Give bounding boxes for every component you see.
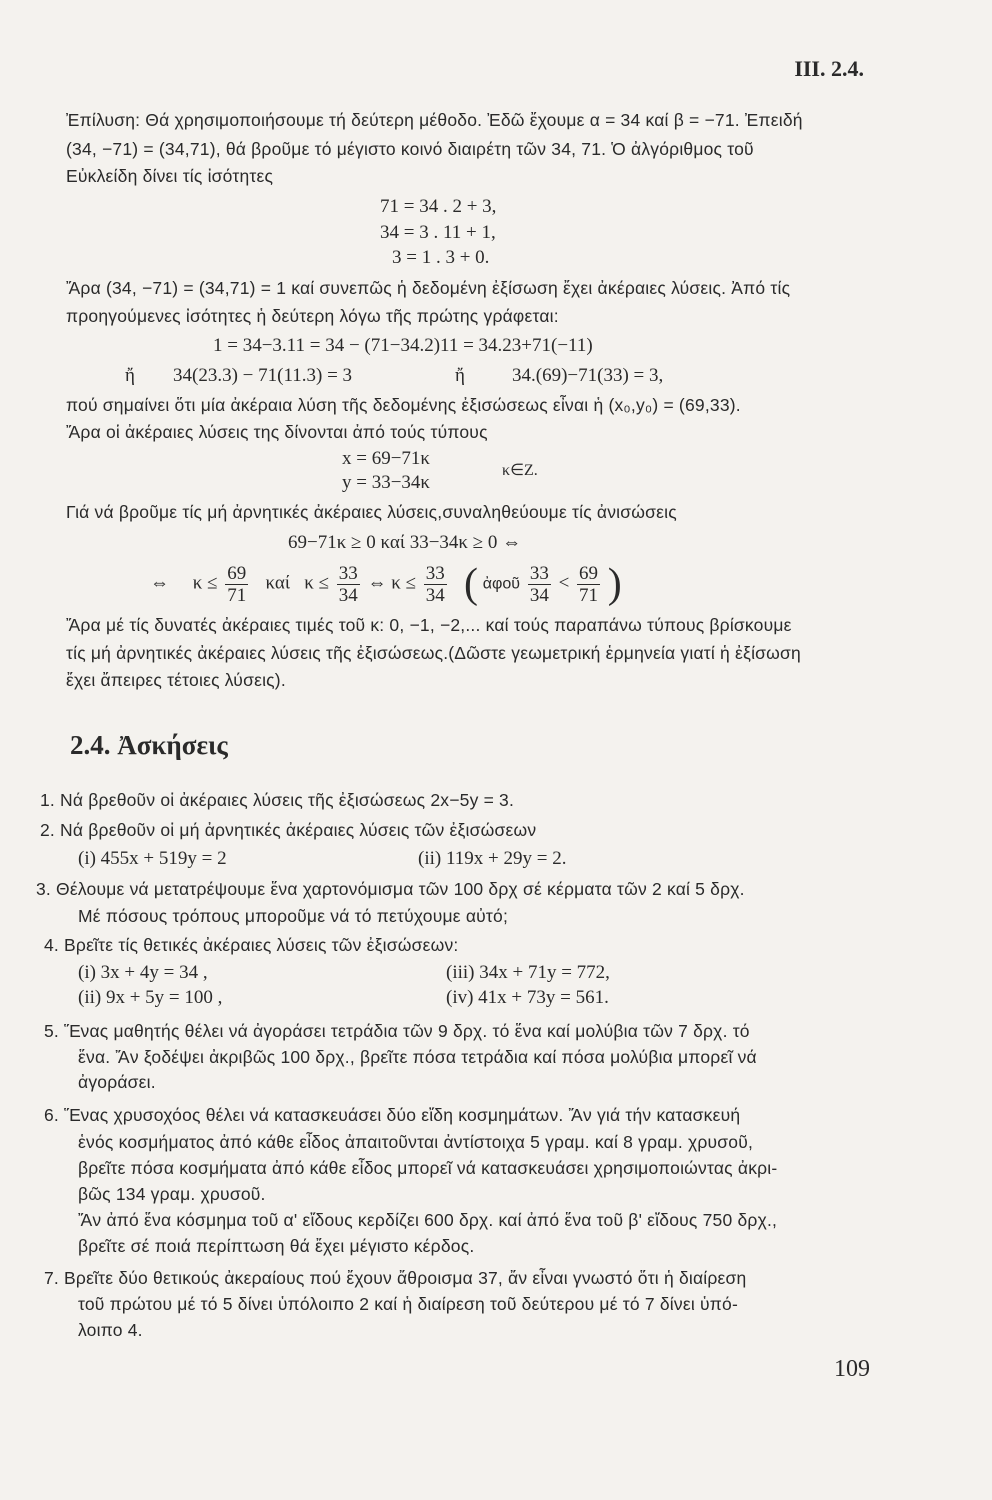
euclid-step-3: 3 = 1 . 3 + 0. [392,247,490,268]
exercise-4: 4. Βρεῖτε τίς θετικές ἀκέραιες λύσεις τῶν ἐξισώσεων: [44,935,459,955]
k-leq-2: κ ≤ [304,572,330,594]
and-word: καί [265,572,290,594]
fraction-33-34-a [337,563,360,606]
page-number: 109 [834,1356,870,1382]
equation-2-or-c: ἤ [455,365,465,386]
euclid-step-1: 71 = 34 . 2 + 3, [380,196,497,217]
fraction-denominator: 34 [529,584,549,606]
mid-line-2: Ἄρα οἱ ἀκέραιες λύσεις της δίνονται ἀπό τούς τύπους [66,422,488,442]
exercise-6-line-5: Ἄν ἀπό ἕνα κόσμημα τοῦ α' εἴδους κερδίζει 600 δρχ. καί ἀπό ἕνα τοῦ β' εἴδους 750 δρχ., [78,1210,778,1230]
fraction-33-34-c [528,563,551,606]
fraction-numerator: 33 [529,562,549,584]
exercise-6-line-1: 6. Ἕνας χρυσοχόος θέλει νά κατασκευάσει δύο εἴδη κοσμημάτων. Ἄν γιά τήν κατασκευή [44,1105,741,1125]
exercise-6-line-2: ἑνός κοσμήματος ἀπό κάθε εἶδος ἀπαιτοῦνται ἀντίστοιχα 5 γραμ. καί 8 γραμ. χρυσοῦ, [78,1132,754,1152]
fraction-33-34-b [424,563,447,606]
exercise-3-line-2: Μέ πόσους τρόπους μποροῦμε νά τό πετύχουμε αὐτό; [78,906,509,926]
exercise-7-line-3: λοιπο 4. [78,1320,143,1340]
chapter-section-header: III. 2.4. [794,56,864,81]
formula-y: y = 33−34κ [342,472,431,493]
exercise-6-line-4: βῶς 134 γραμ. χρυσοῦ. [78,1184,266,1204]
final-line-1: Ἄρα μέ τίς δυνατές ἀκέραιες τιμές τοῦ κ: 0, −1, −2,... καί τούς παραπάνω τύπους βρίσκουμε [66,615,792,635]
fraction-numerator: 33 [425,562,445,584]
fraction-denominator: 71 [579,584,599,606]
exercise-3-line-1: 3. Θέλουμε νά μετατρέψουμε ἕνα χαρτονόμισμα τῶν 100 δρχ σέ κέρματα τῶν 2 καί 5 δρχ. [36,879,745,899]
mid-line-1: πού σημαίνει ὅτι μία ἀκέραια λύση τῆς δεδομένης ἐξισώσεως εἶναι ἡ (x₀,y₀) = (69,33). [66,395,741,415]
k-leq-1: κ ≤ [192,572,218,594]
less-than: < [558,572,570,594]
after-line-1: Ἄρα (34, −71) = (34,71) = 1 καί συνεπῶς ἡ δεδομένη ἐξίσωση ἔχει ἀκέραιες λύσεις. Ἀπό τίς [66,278,791,298]
fraction-denominator: 34 [425,584,445,606]
exercise-5-line-2: ἕνα. Ἄν ξοδέψει ἀκριβῶς 100 δρχ., βρεῖτε πόσα τετράδια καί πόσα μολύβια μπορεῖ νά [78,1047,757,1067]
solution-line-3: Εὐκλείδη δίνει τίς ἰσότητες [66,166,274,186]
exercise-4-i: (i) 3x + 4y = 34 , [78,962,208,983]
final-line-3: ἔχει ἄπειρες τέτοιες λύσεις). [66,670,286,690]
equiv-arrow-1: ⇔ [150,572,169,594]
euclid-step-2: 34 = 3 . 11 + 1, [380,222,496,243]
section-title: 2.4. Ἀσκήσεις [70,730,228,760]
fraction-69-71 [225,563,248,606]
exercise-2-i: (i) 455x + 519y = 2 [78,848,227,869]
fraction-denominator: 71 [227,584,247,606]
inequality-2 [150,560,622,608]
fraction-denominator: 34 [338,584,358,606]
inequality-intro: Γιά νά βροῦμε τίς μή ἀρνητικές ἀκέραιες λύσεις,συναληθεύουμε τίς ἀνισώσεις [66,502,677,522]
exercise-5-line-3: ἀγοράσει. [78,1072,156,1092]
solution-line-1: Ἐπίλυση: Θά χρησιμοποιήσουμε τή δεύτερη μέθοδο. Ἐδῶ ἔχουμε α = 34 καί β = −71. Ἐπειδή [66,110,803,130]
final-line-2: τίς μή ἀρνητικές ἀκέραιες λύσεις τῆς ἐξισώσεως.(Δῶστε γεωμετρική ἑρμηνεία γιατί ἡ ἐξίσωση [66,643,801,663]
after-line-2: προηγούμενες ἰσότητες ἡ δεύτερη λόγω τῆς πρώτης γράφεται: [66,306,559,326]
exercise-2-ii: (ii) 119x + 29y = 2. [418,848,567,869]
exercise-7-line-2: τοῦ πρώτου μέ τό 5 δίνει ὑπόλοιπο 2 καί ἡ διαίρεση τοῦ δεύτερου μέ τό 7 δίνει ὑπό- [78,1294,738,1314]
exercise-4-ii: (ii) 9x + 5y = 100 , [78,987,223,1008]
equation-2-part-b: 34(23.3) − 71(11.3) = 3 [173,365,353,386]
equation-2-or-a: ἤ [125,365,135,386]
formula-k-domain: κ∈Z. [502,462,538,479]
formula-x: x = 69−71κ [342,448,431,469]
exercise-4-iii: (iii) 34x + 71y = 772, [446,962,610,983]
inequality-1: 69−71κ ≥ 0 καί 33−34κ ≥ 0 ⇔ [288,532,522,553]
fraction-numerator: 69 [579,562,599,584]
equation-2-part-d: 34.(69)−71(33) = 3, [512,365,664,386]
exercise-6-line-6: βρεῖτε σέ ποιά περίπτωση θά ἔχει μέγιστο κέρδος. [78,1236,475,1256]
fraction-numerator: 33 [338,562,358,584]
solution-line-2: (34, −71) = (34,71), θά βροῦμε τό μέγιστο κοινό διαιρέτη τῶν 34, 71. Ὁ ἀλγόριθμος τοῦ [66,139,754,159]
fraction-numerator: 69 [227,562,247,584]
exercise-4-iv: (iv) 41x + 73y = 561. [446,987,609,1008]
close-paren: ) [607,561,622,607]
fraction-69-71-b [577,563,600,606]
exercise-1: 1. Νά βρεθοῦν οἱ ἀκέραιες λύσεις τῆς ἐξισώσεως 2x−5y = 3. [40,790,515,810]
exercise-5-line-1: 5. Ἕνας μαθητής θέλει νά ἀγοράσει τετράδια τῶν 9 δρχ. τό ἕνα καί μολύβια τῶν 7 δρχ. τό [44,1021,750,1041]
exercise-2: 2. Νά βρεθοῦν οἱ μή ἀρνητικές ἀκέραιες λύσεις τῶν ἐξισώσεων [40,820,537,840]
exercise-7-line-1: 7. Βρεῖτε δύο θετικούς ἀκεραίους πού ἔχουν ἄθροισμα 37, ἄν εἶναι γνωστό ὅτι ἡ διαίρεση [44,1268,747,1288]
exercise-6-line-3: βρεῖτε πόσα κοσμήματα ἀπό κάθε εἶδος μπορεῖ νά κατασκευάσει χρησιμοποιώντας ἀκρι- [78,1158,778,1178]
open-paren: ( [464,561,479,607]
equiv-arrow-2: ⇔ [367,572,387,594]
equation-1: 1 = 34−3.11 = 34 − (71−34.2)11 = 34.23+71(−11) [213,335,593,356]
since-word: ἀφοῦ [482,575,521,593]
k-leq-3: κ ≤ [391,572,417,594]
